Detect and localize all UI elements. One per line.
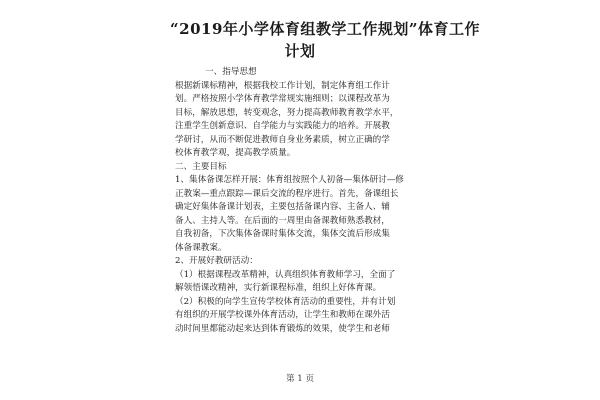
- paragraph-line: 根据新课标精神，根据我校工作计划，制定体育组工作计: [175, 80, 390, 91]
- subheading-research-activities: 2、开展好教研活动：: [175, 256, 258, 266]
- title-line-2: 计划: [284, 42, 316, 60]
- section-heading-main-goals: 二、主要目标: [175, 161, 227, 172]
- paragraph-line: （2）积极的向学生宣传学校体育活动的重要性，并有计划: [175, 296, 396, 307]
- paragraph-line: 目标，解放思想，转变观念，努力提高教师教育教学水平，: [175, 107, 399, 118]
- document-title: [170, 18, 481, 62]
- paragraph-line: 确定好集体备课计划表，主要包括备课内容、主备人、辅: [175, 202, 390, 212]
- paragraph-line: 1、集体备课怎样开展：体育组按照个人初备—集体研讨—修: [175, 175, 404, 185]
- paragraph-line: 自我初备，下次集体备课时集体交流，集体交流后形成集: [175, 229, 390, 239]
- paragraph-line: 注重学生创新意识、自学能力与实践能力的培养。开展教: [175, 121, 390, 131]
- section-heading-guiding-thought: 一、指导思想: [205, 67, 257, 77]
- paragraph-line: 备人、主持人等。在后面的一周里由备课教师熟悉教材，: [175, 215, 390, 226]
- paragraph-line: 划。严格按照小学体育教学常规实施细则；以课程改革为: [175, 94, 390, 104]
- paragraph-line: 正教案—重点跟踪—课后交流的程序进行。首先，备课组长: [175, 188, 399, 199]
- paragraph-line: 体备课教案。: [175, 242, 227, 253]
- paragraph-line: 有组织的开展学校课外体育活动，让学生和教师在课外活: [175, 310, 390, 320]
- paragraph-line: 动时间里都能动起来达到体育锻炼的效果，使学生和老师: [175, 323, 390, 334]
- paragraph-line: 解领悟课改精神，实行新课程标准，组织上好体育课。: [175, 283, 382, 293]
- page-number: 第 1 页: [285, 374, 315, 384]
- document-body: [175, 66, 425, 336]
- title-line-1: “2019年小学体育组教学工作规划”体育工作: [170, 20, 481, 38]
- paragraph-line: （1）根据课程改革精神，认真组织体育教师学习，全面了: [175, 269, 396, 280]
- paragraph-line: 学研讨，从而不断促进教师自身业务素质，树立正确的学: [175, 134, 390, 145]
- paragraph-line: 校体育教学观，提高教学质量。: [175, 148, 296, 158]
